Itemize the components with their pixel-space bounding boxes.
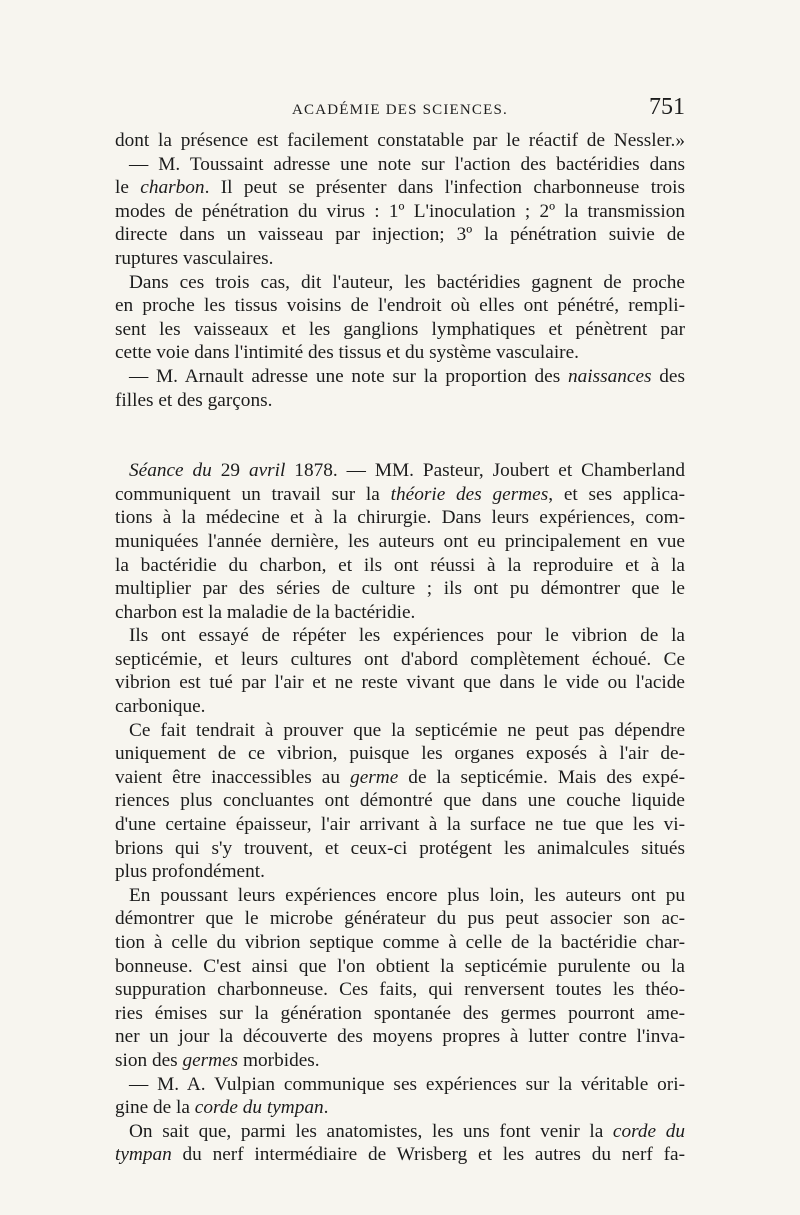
text-run: charbon est la maladie de la bactéridie.	[115, 601, 416, 623]
section-break	[115, 412, 685, 459]
italic-text: germe	[350, 766, 399, 788]
paragraph	[115, 719, 685, 884]
text-run: des	[651, 365, 685, 387]
text-line	[115, 648, 685, 672]
text-run: filles et des garçons.	[115, 389, 273, 411]
text-line	[115, 153, 685, 177]
text-run: brions qui s'y trouvent, et ceux-ci protégent les animalcules situés	[115, 837, 685, 859]
text-line	[115, 223, 685, 247]
text-line	[115, 176, 685, 200]
text-run: démontrer que le microbe générateur du pus peut associer son ac-	[115, 908, 685, 930]
text-run: sion des	[115, 1049, 183, 1071]
page-number: 751	[649, 94, 685, 120]
paragraph	[115, 271, 685, 365]
text-run: cette voie dans l'intimité des tissus et du système vasculaire.	[115, 342, 579, 364]
text-run: la bactéridie du charbon, et ils ont réussi à la reproduire et à la	[115, 554, 685, 576]
text-line	[115, 742, 685, 766]
text-run: vibrion est tué par l'air et ne reste vivant que dans le vide ou l'acide	[115, 672, 685, 694]
paragraph	[115, 365, 685, 412]
text-run: — M. A. Vulpian communique ses expériences sur la véritable ori-	[129, 1073, 685, 1095]
paragraph	[115, 1120, 685, 1167]
text-line	[115, 271, 685, 295]
paragraph	[115, 624, 685, 718]
text-line	[115, 1002, 685, 1026]
text-line	[115, 955, 685, 979]
text-run: directe dans un vaisseau par injection; 3º la pénétration suivie de	[115, 224, 685, 246]
text-run: bonneuse. C'est ainsi que l'on obtient la septicémie purulente ou la	[115, 955, 685, 977]
text-run: suppuration charbonneuse. Ces faits, qui renversent toutes les théo-	[115, 979, 685, 1001]
text-run: ruptures vasculaires.	[115, 247, 274, 269]
text-run: . Il peut se présenter dans l'infection charbonneuse trois	[204, 177, 685, 199]
text-run: carbonique.	[115, 696, 206, 718]
text-run: ner un jour la découverte des moyens propres à lutter contre l'inva-	[115, 1026, 685, 1048]
text-line	[115, 200, 685, 224]
text-run: 29	[211, 460, 249, 482]
text-line	[115, 813, 685, 837]
text-line	[115, 907, 685, 931]
text-line	[115, 601, 685, 625]
text-run: En poussant leurs expériences encore plus loin, les auteurs ont pu	[129, 884, 685, 906]
text-run: d'une certaine épaisseur, l'air arrivant à la surface ne tue que les vi-	[115, 814, 685, 836]
text-line	[115, 789, 685, 813]
italic-text: naissances	[567, 365, 652, 387]
text-run: gine de la	[115, 1097, 195, 1119]
text-run: Ce fait tendrait à prouver que la septicémie ne peut pas dépendre	[129, 719, 685, 741]
text-run: vaient être inaccessibles au	[115, 766, 351, 788]
text-run: — M. Arnault adresse une note sur la proportion des	[129, 365, 568, 387]
text-line	[115, 318, 685, 342]
text-line	[115, 624, 685, 648]
paragraph	[115, 459, 685, 624]
italic-text: tympan	[115, 1144, 172, 1166]
paragraph	[115, 884, 685, 1073]
text-run: .	[323, 1097, 329, 1119]
text-line	[115, 459, 685, 483]
paragraph	[115, 129, 685, 153]
text-run: le	[115, 177, 141, 199]
text-line	[115, 1120, 685, 1144]
text-run: — M. Toussaint adresse une note sur l'action des bactéridies dans	[129, 153, 685, 175]
text-run: dont la présence est facilement constatable par le réactif de Nessler.»	[115, 130, 685, 151]
text-run: du nerf intermédiaire de Wrisberg et les autres du nerf fa-	[171, 1144, 685, 1166]
text-run: On sait que, parmi les anatomistes, les uns font venir la	[129, 1120, 613, 1142]
paragraph	[115, 1073, 685, 1120]
text-run: Dans ces trois cas, dit l'auteur, les bactéridies gagnent de proche	[129, 271, 685, 293]
italic-text: avril	[248, 460, 286, 482]
text-line	[115, 695, 685, 719]
text-run: morbides.	[238, 1049, 320, 1071]
text-run: septicémie, et leurs cultures ont d'abord complètement échoué. Ce	[115, 648, 685, 670]
text-line	[115, 1096, 685, 1120]
text-line	[115, 247, 685, 271]
text-line	[115, 554, 685, 578]
italic-text: corde du	[612, 1120, 685, 1142]
italic-text: corde du tympan	[194, 1097, 324, 1119]
text-line	[115, 1025, 685, 1049]
text-run: en proche les tissus voisins de l'endroit où elles ont pénétré, rempli-	[115, 295, 685, 317]
text-run: plus profondément.	[115, 861, 265, 883]
text-run: communiquent un travail sur la	[115, 483, 391, 505]
text-run: tions à la médecine et à la chirurgie. Dans leurs expériences, com-	[115, 507, 685, 529]
text-run: modes de pénétration du virus : 1º L'inoculation ; 2º la transmission	[115, 200, 685, 222]
text-line	[115, 294, 685, 318]
text-run: de la septicémie. Mais des expé-	[398, 766, 686, 788]
text-line	[115, 837, 685, 861]
text-line	[115, 766, 685, 790]
text-run: tion à celle du vibrion septique comme à celle de la bactéridie char-	[115, 932, 685, 953]
italic-text: germes	[182, 1049, 239, 1071]
text-line	[115, 365, 685, 389]
text-run: riences plus concluantes ont démontré que dans une couche liquide	[115, 790, 685, 812]
text-line	[115, 931, 685, 955]
text-line	[115, 129, 685, 153]
italic-text: Séance du	[129, 460, 212, 482]
text-line	[115, 506, 685, 530]
text-line	[115, 978, 685, 1002]
body-text	[115, 129, 685, 1167]
text-line	[115, 341, 685, 365]
paragraph	[115, 153, 685, 271]
text-line	[115, 1073, 685, 1097]
page-header	[115, 96, 685, 126]
text-line	[115, 1049, 685, 1073]
text-run: sent les vaisseaux et les ganglions lymphatiques et pénètrent par	[115, 318, 685, 340]
text-run: muniquées l'année dernière, les auteurs ont eu principalement en vue	[115, 530, 685, 552]
text-run: 1878. — MM. Pasteur, Joubert et Chamberland	[285, 460, 686, 482]
text-line	[115, 884, 685, 908]
text-line	[115, 671, 685, 695]
text-run: Ils ont essayé de répéter les expériences pour le vibrion de la	[129, 625, 685, 647]
text-run: ries émises sur la génération spontanée des germes pourront ame-	[115, 1002, 685, 1024]
text-line	[115, 577, 685, 601]
text-line	[115, 483, 685, 507]
text-run: multiplier par des séries de culture ; ils ont pu démontrer que le	[115, 578, 685, 600]
italic-text: théorie des germes	[390, 483, 549, 505]
text-run: , et ses applica-	[548, 483, 685, 505]
text-run: uniquement de ce vibrion, puisque les organes exposés à l'air de-	[115, 743, 685, 765]
text-line	[115, 1143, 685, 1167]
text-line	[115, 530, 685, 554]
italic-text: charbon	[140, 177, 205, 199]
text-line	[115, 719, 685, 743]
text-line	[115, 389, 685, 413]
text-line	[115, 860, 685, 884]
running-title: ACADÉMIE DES SCIENCES.	[292, 102, 508, 118]
